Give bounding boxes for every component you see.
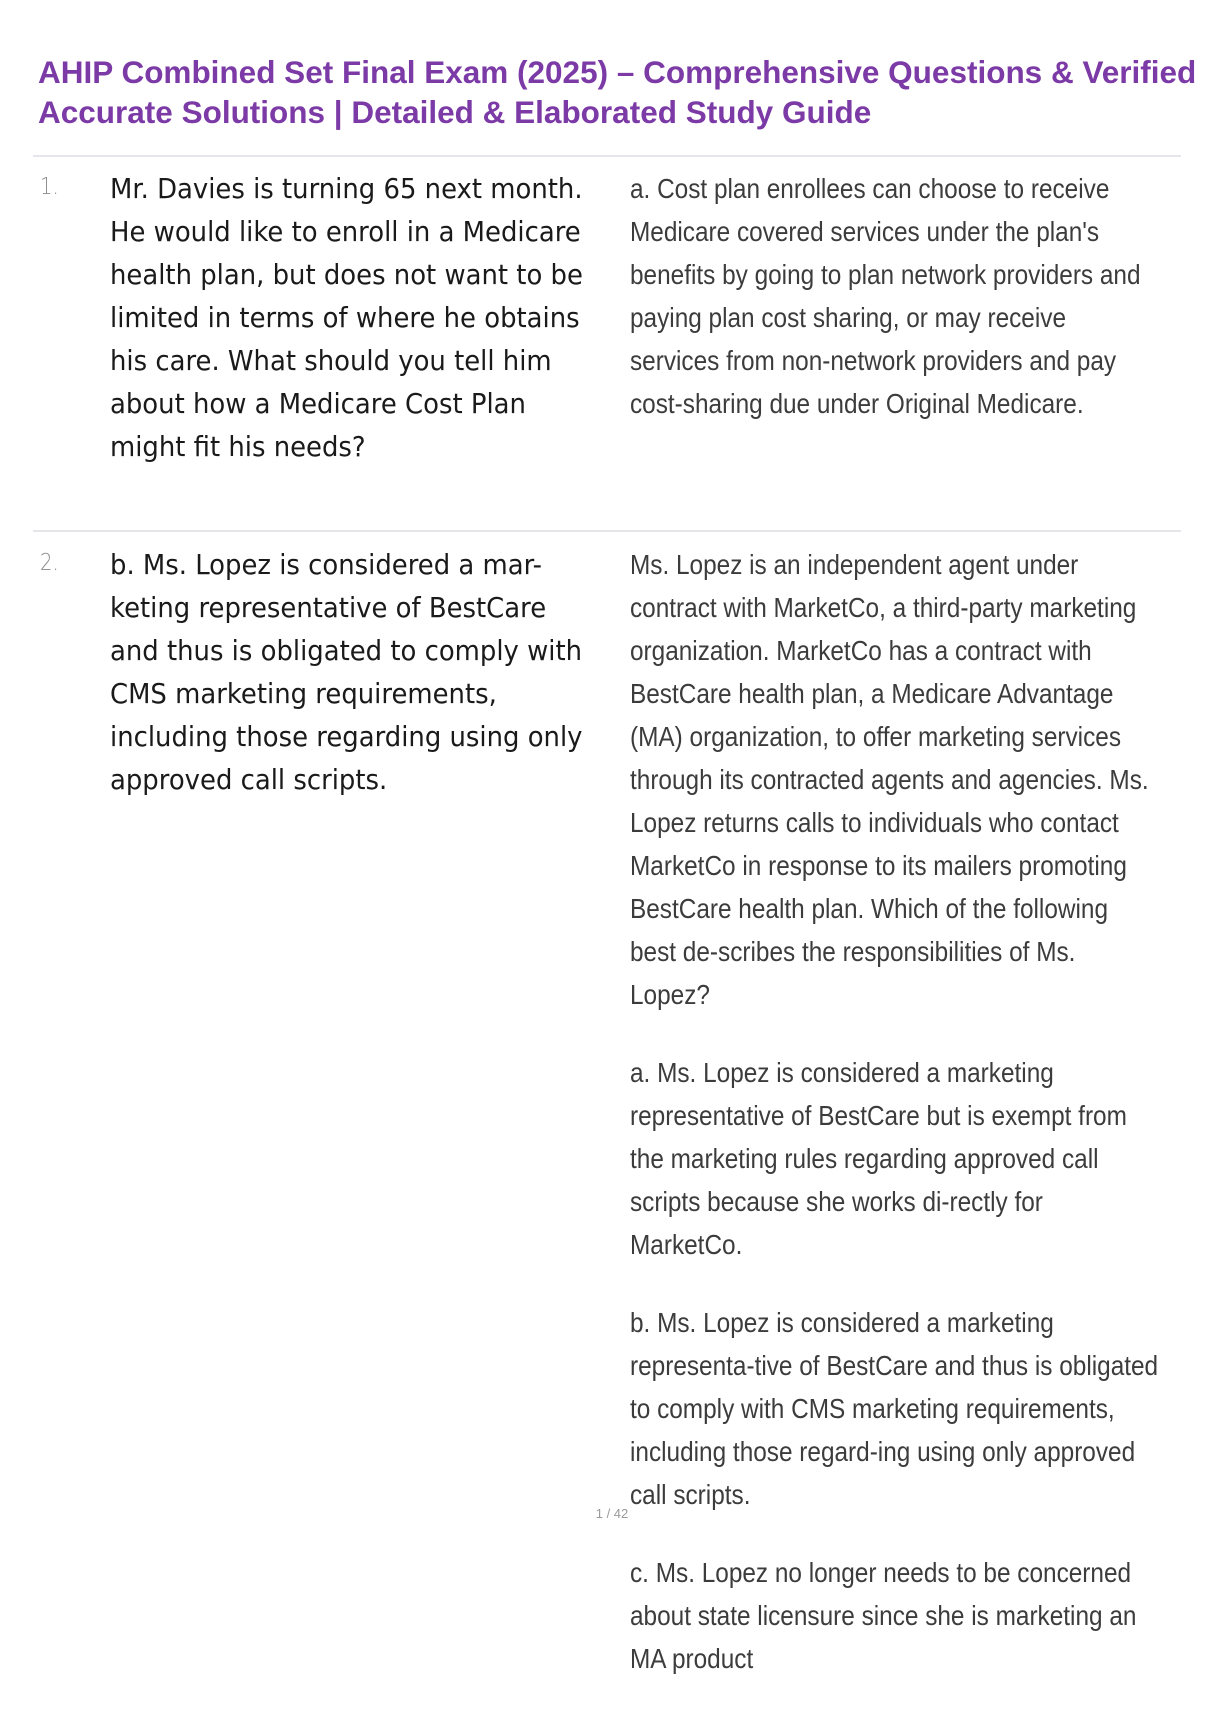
question-text: b. Ms. Lopez is considered a mar-keting representative of BestCare and thus is obligated to comply with CMS marketing requirements, including those regarding using only approved call scripts. <box>110 548 583 796</box>
divider <box>33 155 1181 157</box>
question-text: Mr. Davies is turning 65 next month. He would like to enroll in a Medicare health plan, but does not want to be limited in terms of where he obtains his care. What should you tell him about how a Medicare Cost Plan might fit his needs? <box>110 172 583 463</box>
answer-paragraph: Ms. Lopez is an independent agent under contract with MarketCo, a third-party marketing organization. MarketCo has a contract with BestCare health plan, a Medicare Advantage (MA) organization, to offer marketing services through its contracted agents and agencies. Ms. Lopez returns calls to individuals who contact MarketCo in response to its mailers promoting BestCare health plan. Which of the following best de-scribes the responsibilities of Ms. Lopez? <box>630 549 1149 1010</box>
answer-column <box>630 167 1161 460</box>
question-number: 2. <box>40 550 59 576</box>
page-title: AHIP Combined Set Final Exam (2025) – Comprehensive Questions & Verified Accurate Solutions | Detailed & Elaborated Study Guide <box>38 54 1197 130</box>
answer-option-a: a. Ms. Lopez is considered a marketing representative of BestCare but is exempt from the marketing rules regarding approved call scripts because she works di-rectly for MarketCo. <box>630 1057 1127 1260</box>
divider <box>33 530 1181 532</box>
answer-paragraph: a. Cost plan enrollees can choose to receive Medicare covered services under the plan's benefits by going to plan network providers and paying plan cost sharing, or may receive services from non-network providers and pay cost-sharing due under Original Medicare. <box>630 173 1141 419</box>
answer-option-b: b. Ms. Lopez is considered a marketing representa-tive of BestCare and thus is obligated to comply with CMS marketing requirements, including those regard-ing using only approved call scripts. <box>630 1307 1159 1510</box>
answer-option-c: c. Ms. Lopez no longer needs to be concerned about state licensure since she is marketing an MA product <box>630 1557 1137 1674</box>
page-number: 1 / 42 <box>595 1506 629 1521</box>
question-number: 1. <box>40 174 59 200</box>
answer-column <box>630 543 1161 1715</box>
